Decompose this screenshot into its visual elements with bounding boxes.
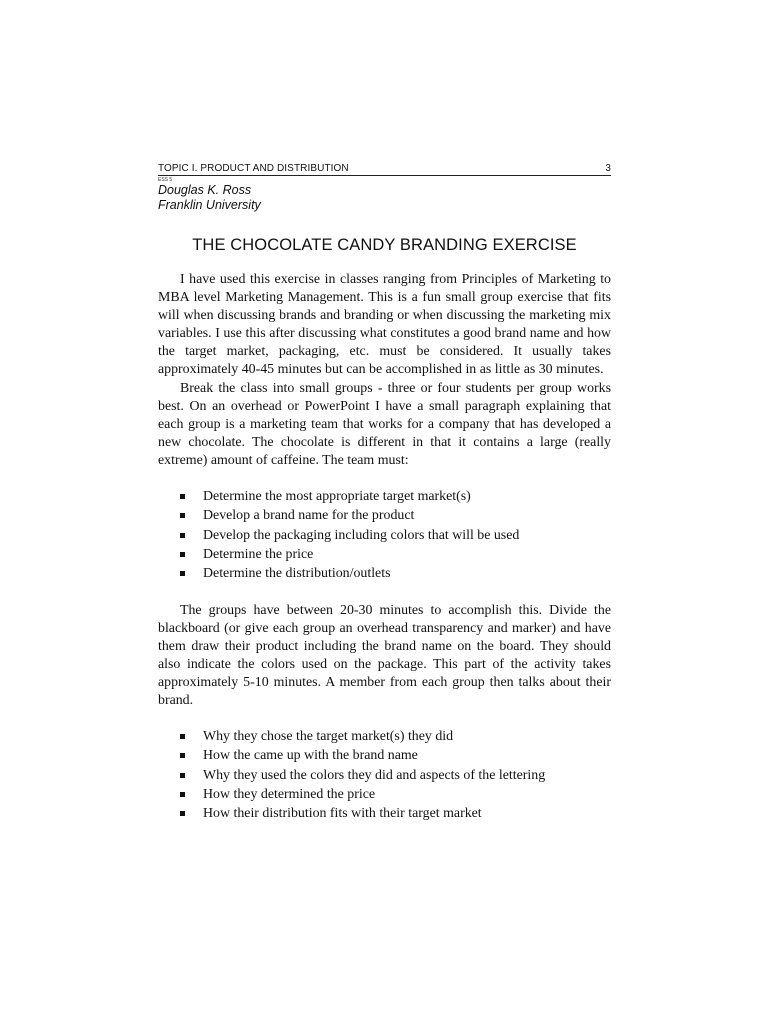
author-affiliation: Franklin University <box>158 198 261 212</box>
paragraph-intro: I have used this exercise in classes ranging from Principles of Marketing to MBA level Marketing Management. This is a fun small group exercise that fits will when discussing brands and branding or when discussing the marketing mix variables. I use this after discussing what constitutes a good brand name and how the target market, packaging, etc. must be considered. It usually takes approximately 40-45 minutes but can be accomplished in as little as 30 minutes. <box>158 272 611 378</box>
author-name: Douglas K. Ross <box>158 183 252 197</box>
author-block <box>158 183 611 213</box>
team-task-list <box>158 487 611 583</box>
document-page <box>158 160 611 824</box>
bullet-square-icon <box>180 792 185 797</box>
list-item: Develop the packaging including colors that will be used <box>158 526 611 545</box>
bullet-square-icon <box>180 753 185 758</box>
running-header <box>158 160 611 176</box>
page-number: 3 <box>605 163 611 174</box>
list-item: Develop a brand name for the product <box>158 506 611 525</box>
bullet-square-icon <box>180 571 185 576</box>
bullet-square-icon <box>180 773 185 778</box>
document-body <box>158 271 611 824</box>
bullet-square-icon <box>180 494 185 499</box>
list-item: How they determined the price <box>158 785 611 804</box>
bullet-square-icon <box>180 552 185 557</box>
paragraph-activity: The groups have between 20-30 minutes to accomplish this. Divide the blackboard (or give each group an overhead transparency and marker) and have them draw their product including the brand name on the board. They should also indicate the colors used on the package. This part of the activity takes approximately 5-10 minutes. A member from each group then talks about their brand. <box>158 602 611 708</box>
list-item: Determine the most appropriate target market(s) <box>158 487 611 506</box>
list-item: How their distribution fits with their target market <box>158 804 611 823</box>
bullet-square-icon <box>180 513 185 518</box>
topic-heading: TOPIC I. PRODUCT AND DISTRIBUTION <box>158 163 349 174</box>
list-item: Determine the price <box>158 545 611 564</box>
list-item: Why they chose the target market(s) they did <box>158 727 611 746</box>
header-mark: ESS 5 <box>158 177 173 183</box>
list-item: Why they used the colors they did and aspects of the lettering <box>158 766 611 785</box>
bullet-square-icon <box>180 533 185 538</box>
list-item: How the came up with the brand name <box>158 746 611 765</box>
list-item: Determine the distribution/outlets <box>158 564 611 583</box>
bullet-square-icon <box>180 811 185 816</box>
bullet-square-icon <box>180 734 185 739</box>
document-title: THE CHOCOLATE CANDY BRANDING EXERCISE <box>192 236 577 254</box>
paragraph-groups: Break the class into small groups - three or four students per group works best. On an overhead or PowerPoint I have a small paragraph explaining that each group is a marketing team that works for a company that has developed a new chocolate. The chocolate is different in that it contains a large (really extreme) amount of caffeine. The team must: <box>158 380 611 468</box>
discussion-point-list <box>158 727 611 823</box>
